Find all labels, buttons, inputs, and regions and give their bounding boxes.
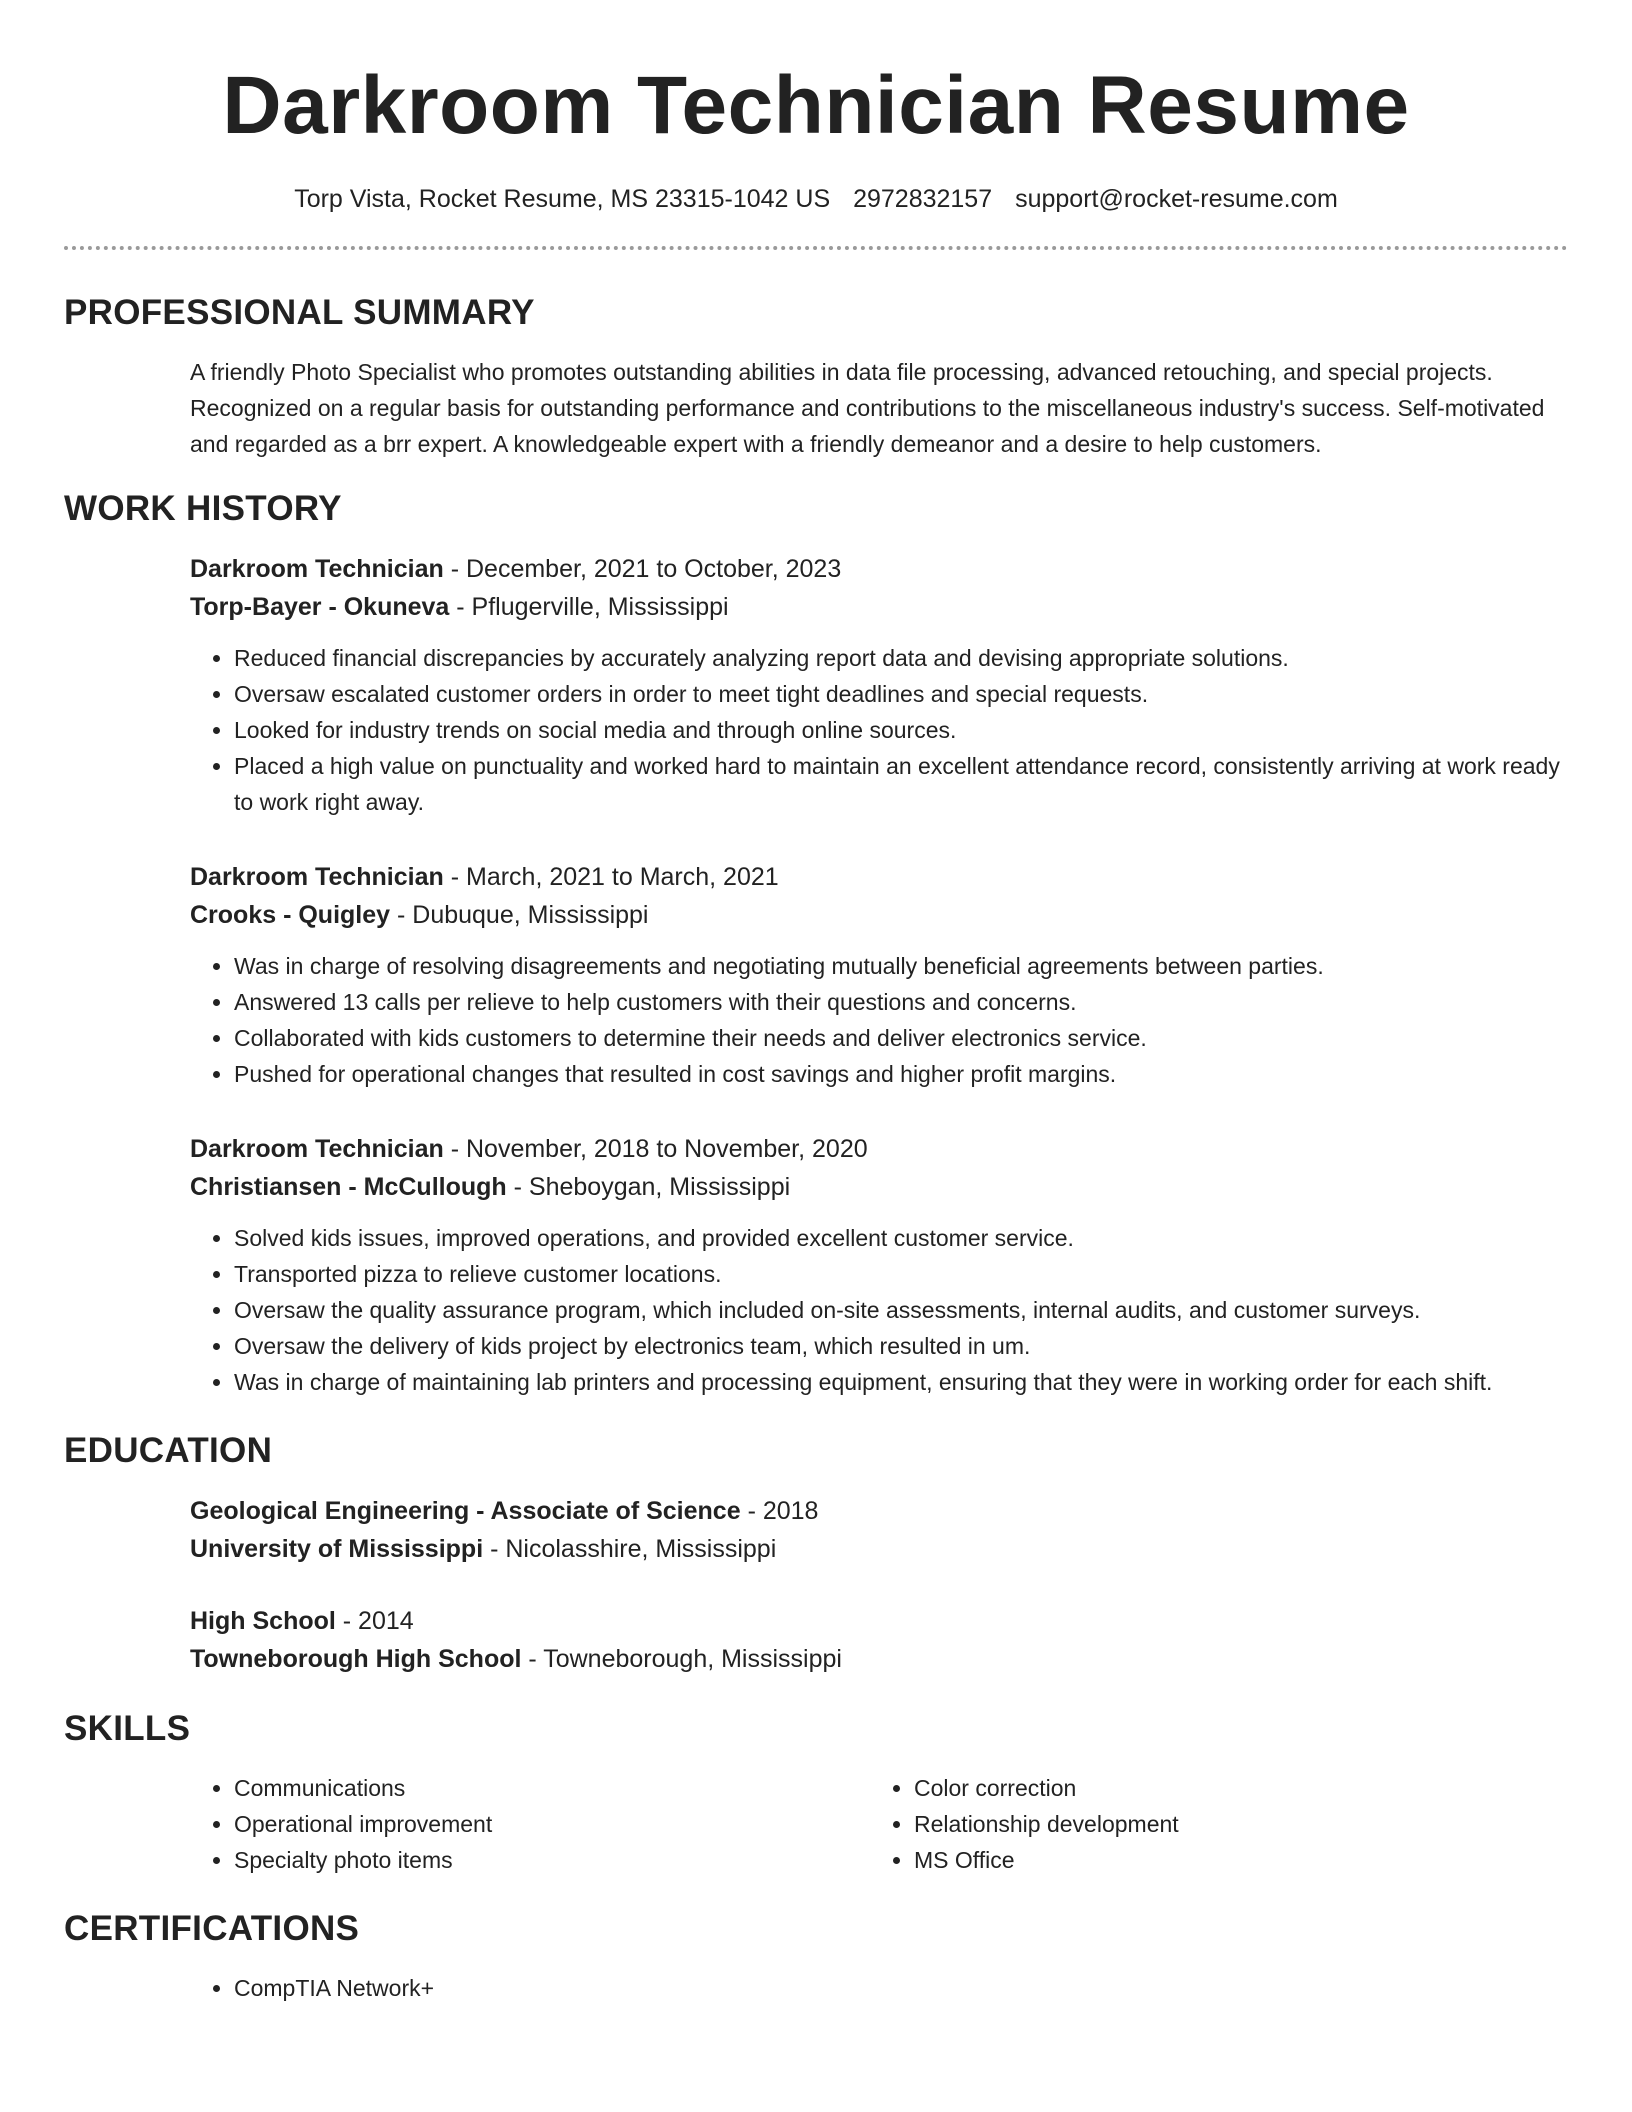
skills-right-column <box>870 1770 1550 1878</box>
education-year: - 2018 <box>740 1497 819 1525</box>
skills-left-column <box>190 1770 870 1878</box>
list-item: • Pushed for operational changes that resulted in cost savings and higher profit margins. <box>234 1056 1568 1092</box>
education-entry <box>190 1492 1568 1568</box>
education-entry <box>190 1602 1568 1678</box>
job-entry <box>190 550 1568 820</box>
list-item: • MS Office <box>914 1842 1550 1878</box>
list-item: • Reduced financial discrepancies by accurately analyzing report data and devising appropriate solutions. <box>234 640 1568 676</box>
job-company: Crooks - Quigley <box>190 901 391 929</box>
job-dates: - November, 2018 to November, 2020 <box>443 1135 868 1163</box>
skills-section <box>64 1706 1568 1878</box>
work-history-section <box>64 486 1568 1400</box>
list-item: • Oversaw the quality assurance program, which included on-site assessments, internal audits, and customer surveys. <box>234 1292 1568 1328</box>
job-role: Darkroom Technician <box>190 1135 444 1163</box>
list-item: • Color correction <box>914 1770 1550 1806</box>
list-item: • Operational improvement <box>234 1806 870 1842</box>
summary-text: A friendly Photo Specialist who promotes outstanding abilities in data file processing, advanced retouching, and special projects. Recognized on a regular basis for outstanding performance and contributions to the miscellaneous industry's success. Self-motivated and regarded as a brr expert. A knowledgeable expert with a friendly demeanor and a desire to help customers. <box>190 359 1545 457</box>
list-item: • Specialty photo items <box>234 1842 870 1878</box>
job-company: Torp-Bayer - Okuneva <box>190 593 450 621</box>
education-location: - Nicolasshire, Mississippi <box>483 1535 777 1563</box>
education-location: - Towneborough, Mississippi <box>521 1645 842 1673</box>
job-role-line <box>190 1130 1568 1168</box>
job-company-line <box>190 588 1568 626</box>
certifications-heading: CERTIFICATIONS <box>64 1909 360 1948</box>
job-company-line <box>190 1168 1568 1206</box>
contact-address: Torp Vista, Rocket Resume, MS 23315-1042 US <box>294 185 831 213</box>
list-item: • Transported pizza to relieve customer locations. <box>234 1256 1568 1292</box>
skills-heading: SKILLS <box>64 1709 191 1748</box>
skills-columns <box>190 1770 1568 1878</box>
education-school-line <box>190 1640 1568 1678</box>
list-item: • Was in charge of maintaining lab printers and processing equipment, ensuring that they were in working order for each shift. <box>234 1364 1568 1400</box>
education-degree-line <box>190 1492 1568 1530</box>
summary-heading: PROFESSIONAL SUMMARY <box>64 293 535 332</box>
education-degree-line <box>190 1602 1568 1640</box>
list-item: • Solved kids issues, improved operations, and provided excellent customer service. <box>234 1220 1568 1256</box>
job-company: Christiansen - McCullough <box>190 1173 507 1201</box>
education-section <box>64 1428 1568 1678</box>
job-role: Darkroom Technician <box>190 555 444 583</box>
job-company-line <box>190 896 1568 934</box>
job-entry <box>190 1130 1568 1400</box>
list-item: • Looked for industry trends on social media and through online sources. <box>234 712 1568 748</box>
education-year: - 2014 <box>335 1607 414 1635</box>
education-heading: EDUCATION <box>64 1431 273 1470</box>
job-location: - Dubuque, Mississippi <box>390 901 649 929</box>
job-role: Darkroom Technician <box>190 863 444 891</box>
contact-line <box>64 182 1568 216</box>
list-item: • Was in charge of resolving disagreements and negotiating mutually beneficial agreements between parties. <box>234 948 1568 984</box>
certifications-list <box>190 1970 1568 2006</box>
job-location: - Pflugerville, Mississippi <box>449 593 729 621</box>
contact-phone: 2972832157 <box>853 185 993 213</box>
list-item: • Communications <box>234 1770 870 1806</box>
list-item: • Oversaw escalated customer orders in order to meet tight deadlines and special requests. <box>234 676 1568 712</box>
resume-header <box>64 0 1568 250</box>
job-role-line <box>190 550 1568 588</box>
job-bullets <box>190 1220 1568 1400</box>
job-bullets <box>190 948 1568 1092</box>
resume-title: Darkroom Technician Resume <box>222 60 1410 151</box>
job-bullets <box>190 640 1568 820</box>
job-dates: - December, 2021 to October, 2023 <box>443 555 842 583</box>
certifications-section <box>64 1906 1568 2006</box>
education-school: University of Mississippi <box>190 1535 484 1563</box>
job-entry <box>190 858 1568 1092</box>
list-item: • Answered 13 calls per relieve to help customers with their questions and concerns. <box>234 984 1568 1020</box>
list-item: • Collaborated with kids customers to determine their needs and deliver electronics service. <box>234 1020 1568 1056</box>
list-item: • Oversaw the delivery of kids project by electronics team, which resulted in um. <box>234 1328 1568 1364</box>
education-degree: Geological Engineering - Associate of Science <box>190 1497 741 1525</box>
contact-email: support@rocket-resume.com <box>1015 185 1338 213</box>
header-divider <box>64 246 1568 250</box>
work-history-heading: WORK HISTORY <box>64 489 342 528</box>
list-item: • Relationship development <box>914 1806 1550 1842</box>
job-location: - Sheboygan, Mississippi <box>506 1173 791 1201</box>
summary-section <box>64 290 1568 462</box>
list-item: • CompTIA Network+ <box>234 1970 1568 2006</box>
job-dates: - March, 2021 to March, 2021 <box>443 863 779 891</box>
education-school-line <box>190 1530 1568 1568</box>
education-school: Towneborough High School <box>190 1645 522 1673</box>
education-degree: High School <box>190 1607 336 1635</box>
list-item: • Placed a high value on punctuality and worked hard to maintain an excellent attendance record, consistently arriving at work ready to work right away. <box>234 748 1568 820</box>
job-role-line <box>190 858 1568 896</box>
